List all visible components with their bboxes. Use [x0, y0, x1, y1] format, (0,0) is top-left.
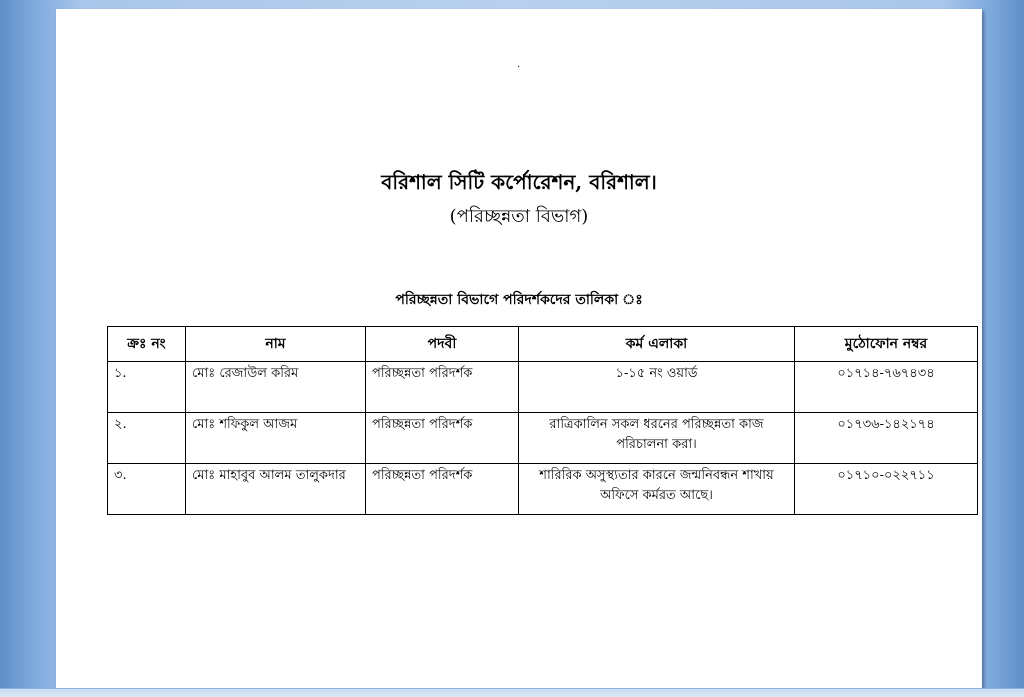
cell-work-area: শারিরিক অসুস্থ্যতার কারনে জন্মনিবন্ধন শাখায় অফিসে কর্মরত আছে।	[519, 464, 795, 515]
cell-mobile: ০১৭৩৬-১৪২১৭৪	[795, 413, 978, 464]
cell-name: মোঃ মাহাবুব আলম তালুকদার	[186, 464, 366, 515]
page-subtitle: (পরিচ্ছন্নতা বিভাগ)	[449, 206, 589, 227]
header-serial: ক্রঃ নং	[108, 327, 186, 362]
cell-mobile: ০১৭১৪-৭৬৭৪৩৪	[795, 362, 978, 413]
header-mobile: মুঠোফোন নম্বর	[795, 327, 978, 362]
document-page	[56, 9, 982, 697]
cell-work-area: ১-১৫ নং ওয়ার্ড	[519, 362, 795, 413]
table-row	[108, 464, 978, 515]
cell-serial: ২.	[108, 413, 186, 464]
table-header-row	[108, 327, 978, 362]
window-bottom-edge	[0, 688, 1024, 697]
header-designation: পদবী	[366, 327, 519, 362]
cell-designation: পরিচ্ছন্নতা পরিদর্শক	[366, 413, 519, 464]
page-title: বরিশাল সিটি কর্পোরেশন, বরিশাল।	[381, 170, 657, 194]
cell-designation: পরিচ্ছন্নতা পরিদর্শক	[366, 464, 519, 515]
cell-designation: পরিচ্ছন্নতা পরিদর্শক	[366, 362, 519, 413]
cell-name: মোঃ শফিকুল আজম	[186, 413, 366, 464]
cell-work-area: রাত্রিকালিন সকল ধরনের পরিচ্ছন্নতা কাজ পরিচালনা করা।	[519, 413, 795, 464]
header-name: নাম	[186, 327, 366, 362]
cell-serial: ১.	[108, 362, 186, 413]
stray-dot: .	[517, 59, 521, 70]
inspector-table	[107, 326, 978, 515]
cell-serial: ৩.	[108, 464, 186, 515]
cell-mobile: ০১৭১০-০২২৭১১	[795, 464, 978, 515]
cell-name: মোঃ রেজাউল করিম	[186, 362, 366, 413]
table-caption: পরিচ্ছন্নতা বিভাগে পরিদর্শকদের তালিকা ঃ	[395, 292, 643, 308]
table-row	[108, 413, 978, 464]
table-row	[108, 362, 978, 413]
header-work-area: কর্ম এলাকা	[519, 327, 795, 362]
